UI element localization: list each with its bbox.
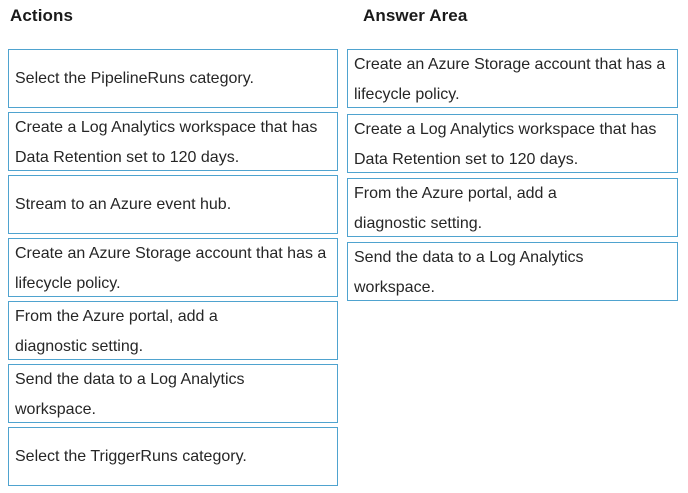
action-item[interactable] bbox=[8, 364, 338, 423]
answer-item[interactable] bbox=[347, 178, 678, 237]
action-item-label: Stream to an Azure event hub. bbox=[15, 195, 232, 213]
action-item[interactable] bbox=[8, 112, 338, 171]
answer-area-heading: Answer Area bbox=[363, 6, 468, 25]
action-item[interactable] bbox=[8, 49, 338, 108]
action-item[interactable] bbox=[8, 175, 338, 234]
action-item[interactable] bbox=[8, 238, 338, 297]
action-item[interactable] bbox=[8, 427, 338, 486]
answer-item-label: From the Azure portal, add a diagnostic setting. bbox=[354, 185, 557, 232]
answer-item-label: Create a Log Analytics workspace that has Data Retention set to 120 days. bbox=[354, 121, 657, 168]
answer-item[interactable] bbox=[347, 49, 678, 108]
action-item-label: Select the PipelineRuns category. bbox=[15, 69, 254, 87]
answer-item[interactable] bbox=[347, 114, 678, 173]
action-item[interactable] bbox=[8, 301, 338, 360]
answer-item-label: Create an Azure Storage account that has a lifecycle policy. bbox=[354, 56, 666, 103]
action-item-label: Send the data to a Log Analytics workspace. bbox=[15, 371, 245, 418]
action-item-label: Select the TriggerRuns category. bbox=[15, 447, 247, 465]
action-item-label: Create an Azure Storage account that has a lifecycle policy. bbox=[15, 245, 327, 292]
action-item-label: Create a Log Analytics workspace that has Data Retention set to 120 days. bbox=[15, 119, 318, 166]
answer-item-label: Send the data to a Log Analytics workspace. bbox=[354, 249, 584, 296]
actions-heading: Actions bbox=[10, 6, 74, 25]
answer-item[interactable] bbox=[347, 242, 678, 301]
action-item-label: From the Azure portal, add a diagnostic setting. bbox=[15, 308, 218, 355]
